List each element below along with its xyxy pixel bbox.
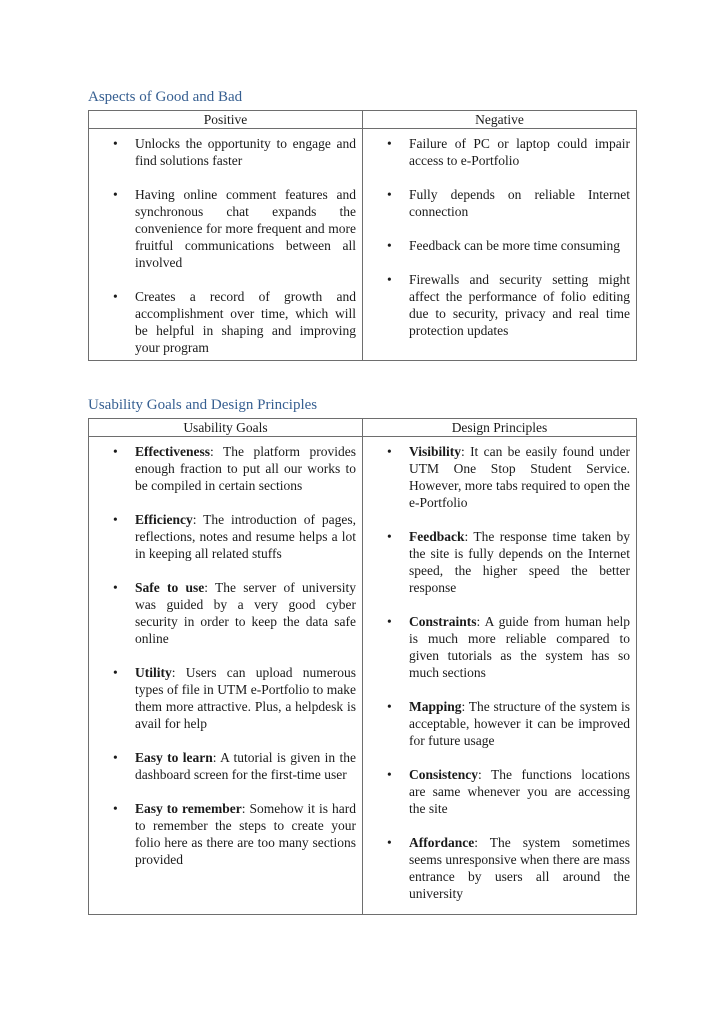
aspects-table: [88, 110, 637, 361]
column-header-positive: Positive: [89, 111, 363, 129]
bullet-item: [89, 288, 356, 356]
bullet-item: [89, 579, 356, 647]
bullet-text: Feedback: The response time taken by the site is fully depends on the Internet speed, the higher speed the better response: [409, 529, 630, 595]
bullet-icon: •: [387, 529, 392, 544]
bullet-item: [363, 766, 630, 817]
bullet-icon: •: [113, 750, 118, 765]
section-title-aspects: Aspects of Good and Bad: [88, 89, 243, 105]
bullet-item: [89, 749, 356, 783]
bullet-icon: •: [113, 580, 118, 595]
bullet-text: Fully depends on reliable Internet connection: [409, 187, 630, 219]
bullet-text: Safe to use: The server of university was guided by a very good cyber security in order to keep the data safe online: [135, 580, 356, 646]
bullet-text: Effectiveness: The platform provides enough fraction to put all our works to be compiled in certain sections: [135, 444, 356, 493]
bullet-item: [89, 511, 356, 562]
bullet-icon: •: [113, 187, 118, 202]
bullet-item: [363, 443, 630, 511]
bullet-text: Easy to remember: Somehow it is hard to remember the steps to create your folio here as there are too many sections provided: [135, 801, 356, 867]
document-content: [88, 88, 637, 915]
bullet-icon: •: [387, 767, 392, 782]
column-header-negative: Negative: [363, 111, 637, 129]
usability-table-header-row: [89, 419, 637, 437]
bullet-text: Failure of PC or laptop could impair access to e-Portfolio: [409, 136, 630, 168]
bullet-text: Visibility: It can be easily found under UTM One Stop Student Service. However, more tabs required to open the e-Portfolio: [409, 444, 630, 510]
bullet-text: Creates a record of growth and accomplishment over time, which will be helpful in shaping and improving your program: [135, 289, 356, 355]
bullet-icon: •: [113, 136, 118, 151]
aspects-table-header-row: [89, 111, 637, 129]
bullet-text: Affordance: The system sometimes seems unresponsive when there are mass entrance by users all around the university: [409, 835, 630, 901]
bullet-item: [89, 443, 356, 494]
bullet-text: Mapping: The structure of the system is acceptable, however it can be improved for future usage: [409, 699, 630, 748]
bullet-icon: •: [113, 289, 118, 304]
bullet-text: Consistency: The functions locations are same whenever you are accessing the site: [409, 767, 630, 816]
bullet-text: Unlocks the opportunity to engage and find solutions faster: [135, 136, 356, 168]
usability-goals-cell: [89, 437, 363, 915]
bullet-text: Feedback can be more time consuming: [409, 238, 621, 253]
bullet-item: [89, 800, 356, 868]
design-principles-cell: [363, 437, 637, 915]
bullet-item: [363, 613, 630, 681]
bullet-item: [363, 528, 630, 596]
bullet-icon: •: [113, 444, 118, 459]
bullet-item: [89, 186, 356, 271]
usability-table: [88, 418, 637, 915]
positive-cell: [89, 129, 363, 361]
bullet-item: [89, 664, 356, 732]
section-title-usability: Usability Goals and Design Principles: [88, 397, 318, 413]
bullet-text: Firewalls and security setting might affect the performance of folio editing due to security, privacy and real time protection updates: [409, 272, 630, 338]
bullet-icon: •: [387, 614, 392, 629]
bullet-icon: •: [387, 136, 392, 151]
bullet-icon: •: [387, 699, 392, 714]
bullet-text: Easy to learn: A tutorial is given in the dashboard screen for the first-time user: [135, 750, 356, 782]
bullet-icon: •: [113, 665, 118, 680]
bullet-icon: •: [387, 272, 392, 287]
column-header-usability-goals: Usability Goals: [89, 419, 363, 437]
bullet-item: [363, 186, 630, 220]
bullet-text: Constraints: A guide from human help is much more reliable compared to given tutorials as the system has so much sections: [409, 614, 630, 680]
aspects-table-body-row: [89, 129, 637, 361]
usability-table-body-row: [89, 437, 637, 915]
bullet-text: Utility: Users can upload numerous types of file in UTM e-Portfolio to make them more attractive. Plus, a helpdesk is avail for help: [135, 665, 356, 731]
bullet-item: [363, 698, 630, 749]
bullet-icon: •: [387, 444, 392, 459]
negative-cell: [363, 129, 637, 361]
bullet-text: Efficiency: The introduction of pages, reflections, notes and resume helps a lot in keeping all related stuffs: [135, 512, 356, 561]
section-aspects-good-bad: [88, 88, 637, 361]
bullet-icon: •: [387, 238, 392, 253]
bullet-item: [89, 135, 356, 169]
bullet-text: Having online comment features and synchronous chat expands the convenience for more frequent and more fruitful communications between all involved: [135, 187, 356, 270]
bullet-icon: •: [387, 835, 392, 850]
bullet-item: [363, 237, 630, 254]
section-usability-design: [88, 396, 637, 915]
bullet-icon: •: [387, 187, 392, 202]
bullet-icon: •: [113, 512, 118, 527]
bullet-item: [363, 834, 630, 902]
bullet-icon: •: [113, 801, 118, 816]
bullet-item: [363, 135, 630, 169]
bullet-item: [363, 271, 630, 339]
column-header-design-principles: Design Principles: [363, 419, 637, 437]
